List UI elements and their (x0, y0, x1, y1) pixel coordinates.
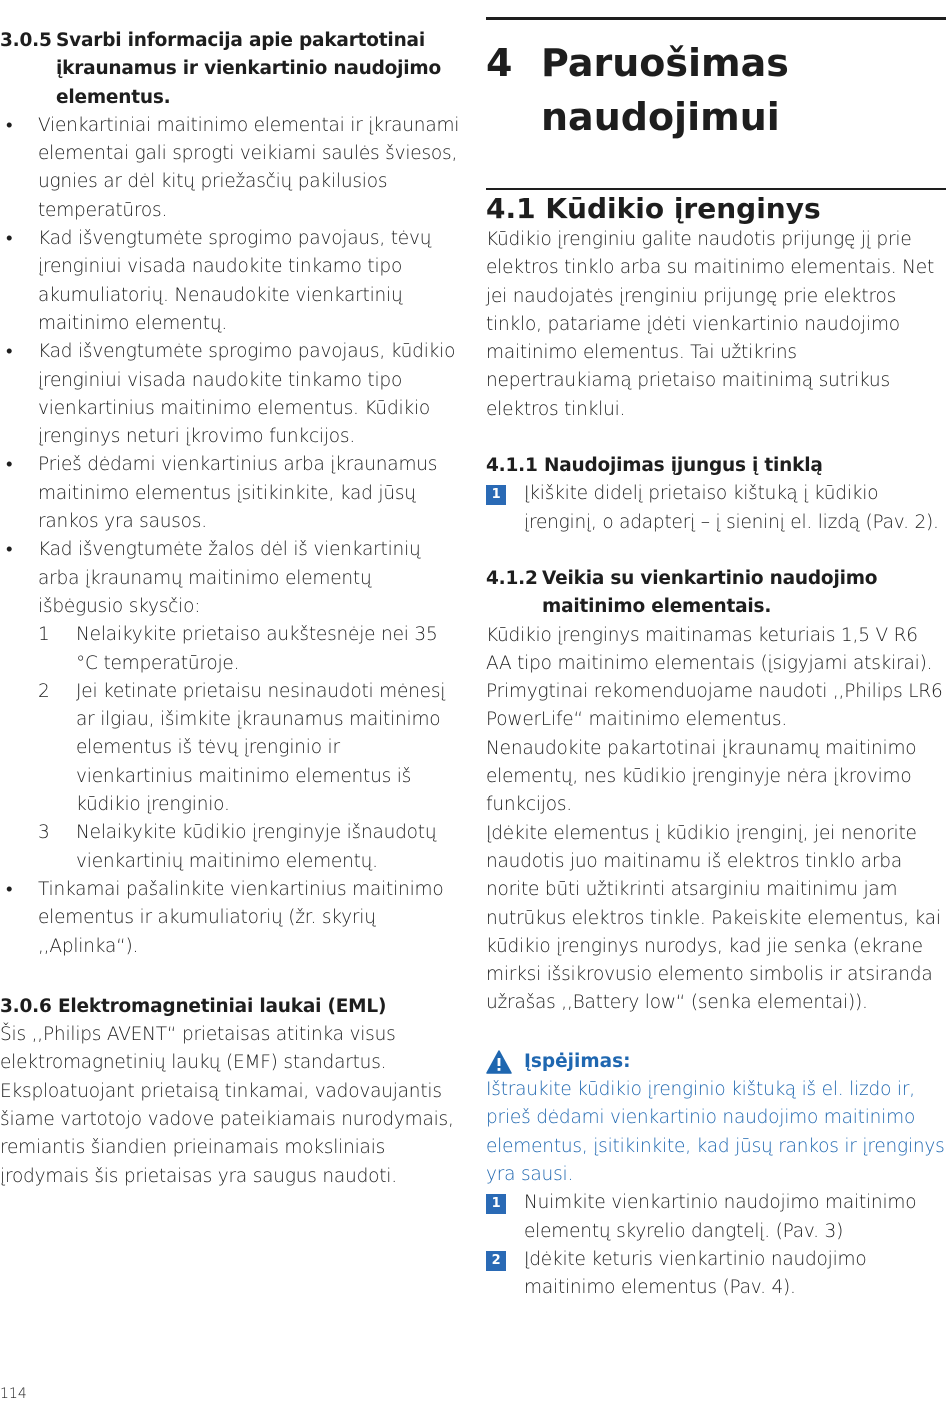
numbered-sublist (38, 621, 460, 876)
step-item: 1 Nuimkite vienkartinio naudojimo maitinimo elementų skyrelio dangtelį. (Pav. 3) (486, 1189, 946, 1246)
section-number: 4.1 (486, 192, 536, 225)
section-title: Naudojimas įjungus į tinklą (543, 455, 823, 477)
list-item: • Prieš dėdami vienkartinius arba įkraunamus maitinimo elementus įsitikinkite, kad jūsų rankos yra sausos. (6, 454, 438, 533)
step-number-badge: 1 (486, 1194, 506, 1214)
list-item: • Kad išvengtumėte žalos dėl iš vienkartinių arba įkraunamų maitinimo elementų išbėgusio skysčio: 1 Nelaikykite prietaiso aukštesnėje nei 35 °C temperatūroje. 2 Jei ketinate prietaisu nesinaudoti mėnesį ar ilgiau, išimkite įkraunamus maitinimo elementus iš tėvų įrenginio ir vienkartinius maitinimo elementus iš kūdikio įrenginio. 3 Nelaikykite kūdikio įrenginyje išnaudotų vienkartinių maitinimo elementų. (0, 536, 460, 876)
right-column (486, 192, 946, 1302)
warning-heading: Įspėjimas: (486, 1048, 946, 1076)
section-number: 4.1.1 (486, 455, 538, 477)
page-number: 114 (0, 1386, 27, 1402)
section-3-0-5-heading (0, 27, 460, 112)
chapter-number: 4 (486, 41, 513, 85)
section-4-1-2-para: Nenaudokite pakartotinai įkraunamų maitinimo elementų, nes kūdikio įrenginyje nėra įkrovimo funkcijos. (486, 737, 917, 816)
section-3-0-6-heading (0, 993, 460, 1021)
warning-text: Ištraukite kūdikio įrenginio kištuką iš el. lizdo ir, prieš dėdami vienkartinio naudojimo maitinimo elementus, įsitikinkite, kad jūsų rankos ir įrenginys yra sausi. (486, 1079, 945, 1185)
chapter-title: Paruošimas naudojimui (541, 41, 789, 139)
list-item: 2 Jei ketinate prietaisu nesinaudoti mėnesį ar ilgiau, išimkite įkraunamus maitinimo elementus iš tėvų įrenginio ir vienkartinius maitinimo elementus iš kūdikio įrenginio. (38, 680, 446, 816)
section-4-1-1-heading (486, 452, 946, 480)
top-rule (486, 17, 946, 20)
section-title-continued: maitinimo elementais. (542, 596, 772, 618)
section-number: 4.1.2 (486, 567, 538, 589)
section-title: Veikia su vienkartinio naudojimo (542, 567, 878, 589)
section-title-continued: įkraunamus ir vienkartinio naudojimo elementus. (56, 58, 442, 108)
left-column (0, 27, 460, 1191)
list-item: • Kad išvengtumėte sprogimo pavojaus, kūdikio įrenginiui visada naudokite tinkamo tipo vienkartinius maitinimo elementus. Kūdikio įrenginys neturi įkrovimo funkcijos. (6, 341, 456, 448)
step-item: 2 Įdėkite keturis vienkartinio naudojimo maitinimo elementus (Pav. 4). (486, 1246, 946, 1303)
section-4-1-2-para: Įdėkite elementus į kūdikio įrenginį, jei nenorite naudotis juo maitinamu iš elektros tinklo arba norite būti užtikrinti atsarginiu maitinimu jam nutrūkus elektros tinkle. Pakeiskite elementus, kai kūdikio įrenginys nurodys, kad jie senka (ekrane mirksi išsikrovusio elemento simbolis ir atsiranda užrašas ,,Battery low“ (senka elementai)). (486, 822, 941, 1014)
section-4-1-body: Kūdikio įrenginiu galite naudotis prijungę jį prie elektros tinklo arba su maitinimo elementais. Net jei naudojatės įrenginiu prijungę prie elektros tinklo, patariame įdėti vienkartinio naudojimo maitinimo elementus. Tai užtikrins nepertraukiamą prietaiso maitinimą sutrikus elektros tinklui. (486, 229, 935, 420)
section-title: Svarbi informacija apie pakartotinai (56, 30, 425, 51)
list-item: 1 Nelaikykite prietaiso aukštesnėje nei 35 °C temperatūroje. (38, 624, 438, 674)
step-item: 1 Įkiškite didelį prietaiso kištuką į kūdikio įrenginį, o adapterį – į sieninį el. lizdą (Pav. 2). (486, 480, 946, 537)
list-item: • Kad išvengtumėte sprogimo pavojaus, tėvų įrenginiui visada naudokite tinkamo tipo akumuliatorių. Nenaudokite vienkartinių maitinimo elementų. (6, 228, 432, 334)
list-item: • Vienkartiniai maitinimo elementai ir įkraunami elementai gali sprogti veikiami saulės šviesos, ugnies ar dėl kitų priežasčių pakilusios temperatūros. (6, 114, 460, 221)
section-4-1-2-para: Kūdikio įrenginys maitinamas keturiais 1,5 V R6 AA tipo maitinimo elementais (įsigyjami atskirai). Primygtinai rekomenduojame naudoti ,,Philips LR6 PowerLife“ maitinimo elementus. (486, 624, 943, 731)
section-title: Elektromagnetiniai laukai (EML) (57, 995, 387, 1017)
section-title: Kūdikio įrenginys (545, 192, 821, 225)
section-4-1-2-heading (486, 565, 946, 622)
emf-paragraph: Šis ,,Philips AVENT“ prietaisas atitinka visus elektromagnetinių laukų (EMF) standartus. Eksploatuojant prietaisą tinkamai, vadovaujantis šiame vartotojo vadove pateikiamais nurodymais, remiantis šiandien prieinamais moksliniais įrodymais šis prietaisas yra saugus naudoti. (0, 1024, 454, 1187)
section-number: 3.0.6 (0, 995, 52, 1017)
section-4-1-heading (486, 192, 946, 226)
list-item: • Tinkamai pašalinkite vienkartinius maitinimo elementus ir akumuliatorių (žr. skyrių ,,Aplinka“). (6, 878, 444, 957)
step-number-badge: 1 (486, 485, 506, 505)
section-number: 3.0.5 (0, 30, 52, 51)
section-rule (486, 188, 946, 190)
list-item: 3 Nelaikykite kūdikio įrenginyje išnaudotų vienkartinių maitinimo elementų. (38, 822, 437, 872)
step-number-badge: 2 (486, 1251, 506, 1271)
safety-bullet-list (0, 112, 460, 961)
warning-triangle-icon (486, 1050, 512, 1074)
